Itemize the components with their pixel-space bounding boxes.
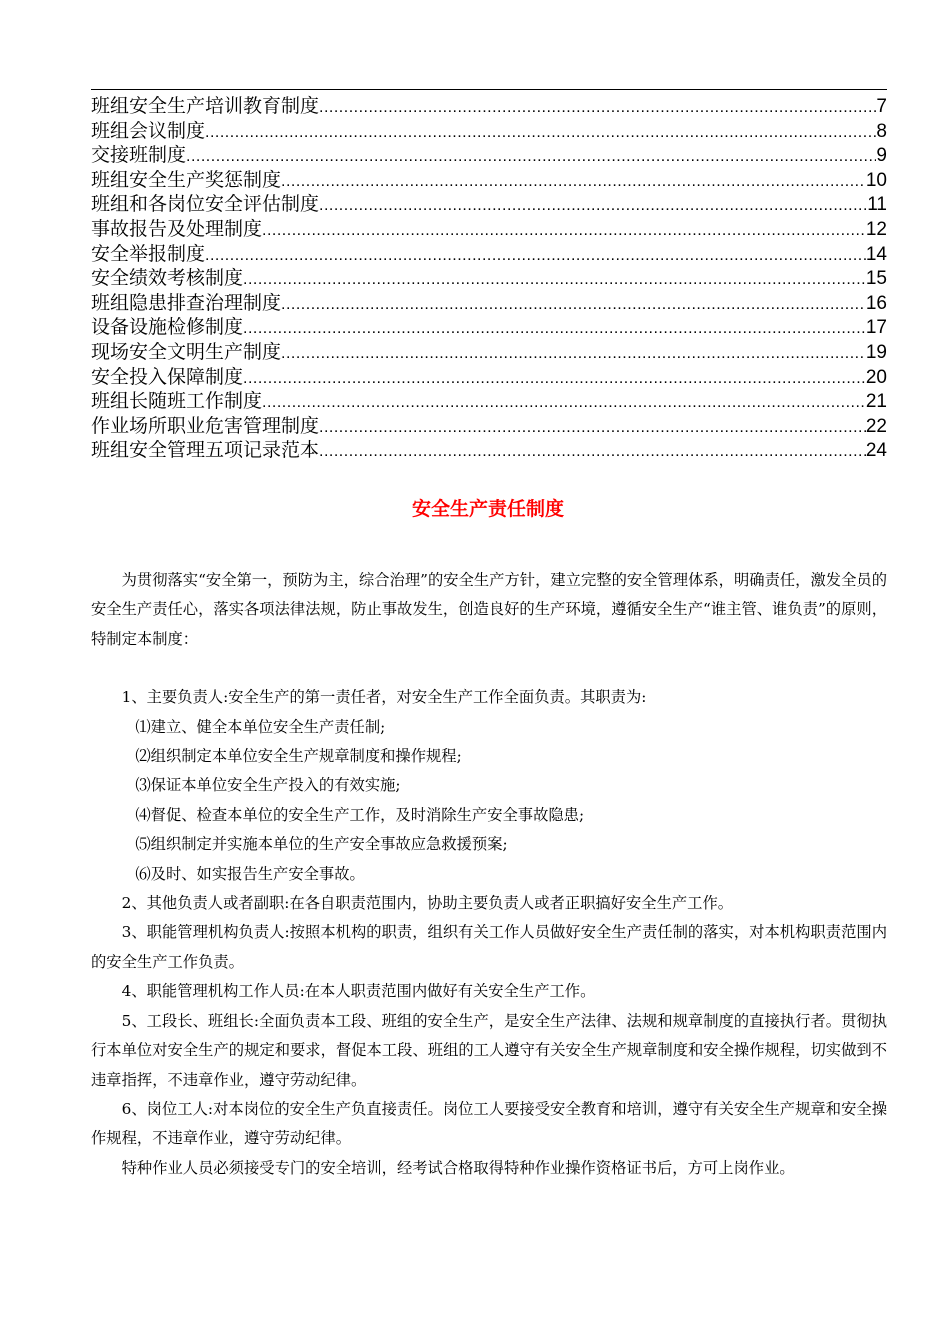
- toc-entry-title: 设备设施检修制度: [91, 316, 244, 339]
- item-6-paragraph: 6、岗位工人:对本岗位的安全生产负直接责任。岗位工人要接受安全教育和培训，遵守有关安全生产规章和安全操作规程，不违章作业，遵守劳动纪律。: [91, 1099, 887, 1148]
- toc-entry-title: 作业场所职业危害管理制度: [91, 414, 320, 437]
- duty-item: ⑵组织制定本单位安全生产规章制度和操作规程;: [135, 747, 462, 766]
- toc-leader-dots: [243, 268, 866, 291]
- toc-entry-title: 班组隐患排查治理制度: [91, 291, 282, 314]
- toc-entry[interactable]: [91, 168, 887, 193]
- duty-item: ⑷督促、检查本单位的安全生产工作，及时消除生产安全事故隐患;: [135, 805, 585, 824]
- toc-leader-dots: [281, 342, 866, 365]
- toc-entry[interactable]: [91, 143, 887, 168]
- toc-entry-title: 现场安全文明生产制度: [91, 340, 282, 363]
- toc-leader-dots: [319, 194, 867, 217]
- toc-entry[interactable]: [91, 242, 887, 267]
- duty-item: ⑴建立、健全本单位安全生产责任制;: [135, 717, 386, 736]
- toc-entry-page: 15: [865, 268, 887, 290]
- intro-paragraph: 为贯彻落实“安全第一，预防为主，综合治理”的安全生产方针，建立完整的安全管理体系，明确责任，激发全员的安全生产责任心，落实各项法律法规，防止事故发生，创造良好的生产环境，遵循安全生产“谁主管、谁负责”的原则，特制定本制度：: [91, 571, 887, 648]
- toc-entry-title: 班组安全生产奖惩制度: [91, 168, 282, 191]
- toc-entry-page: 21: [865, 391, 887, 413]
- toc-entry[interactable]: [91, 315, 887, 340]
- toc-entry-title: 班组和各岗位安全评估制度: [91, 193, 320, 216]
- toc-leader-dots: [205, 244, 866, 267]
- toc-entry[interactable]: [91, 291, 887, 316]
- toc-entry-page: 9: [876, 145, 887, 167]
- toc-leader-dots: [243, 317, 866, 340]
- duty-item: ⑶保证本单位安全生产投入的有效实施;: [135, 776, 401, 795]
- toc-entry-title: 交接班制度: [91, 144, 187, 167]
- toc-entry[interactable]: [91, 365, 887, 390]
- toc-entry-title: 班组安全管理五项记录范本: [91, 439, 320, 462]
- toc-entry-page: 22: [865, 415, 887, 437]
- toc-entry[interactable]: [91, 94, 887, 119]
- toc-entry[interactable]: [91, 340, 887, 365]
- header-rule: [91, 89, 887, 90]
- toc-entry-page: 17: [865, 317, 887, 339]
- toc-entry-page: 19: [865, 341, 887, 363]
- toc-entry-title: 班组会议制度: [91, 119, 206, 142]
- toc-leader-dots: [319, 416, 866, 439]
- toc-leader-dots: [262, 219, 866, 242]
- duty-item: ⑹及时、如实报告生产安全事故。: [135, 864, 365, 883]
- toc-entry-title: 安全绩效考核制度: [91, 267, 244, 290]
- toc-entry[interactable]: [91, 414, 887, 439]
- toc-entry[interactable]: [91, 389, 887, 414]
- toc-entry-page: 11: [867, 194, 887, 216]
- toc-entry[interactable]: [91, 217, 887, 242]
- toc-entry[interactable]: [91, 266, 887, 291]
- toc-entry-title: 班组长随班工作制度: [91, 390, 263, 413]
- section-title: 安全生产责任制度: [411, 498, 564, 520]
- toc-leader-dots: [281, 293, 866, 316]
- item-1-paragraph: 1、主要负责人:安全生产的第一责任者，对安全生产工作全面负责。其职责为:: [121, 688, 647, 707]
- toc-leader-dots: [186, 145, 876, 168]
- toc-entry-title: 安全举报制度: [91, 242, 206, 265]
- toc-entry-title: 班组安全生产培训教育制度: [91, 95, 320, 117]
- item-5-paragraph: 5、工段长、班组长:全面负责本工段、班组的安全生产，是安全生产法律、法规和规章制度的直接执行者。贯彻执行本单位对安全生产的规定和要求，督促本工段、班组的工人遵守有关安全生产规章制度和安全操作规程，切实做到不违章指挥，不违章作业，遵守劳动纪律。: [91, 1011, 887, 1089]
- item-2-paragraph: 2、其他负责人或者副职:在各自职责范围内，协助主要负责人或者正职搞好安全生产工作。: [121, 894, 734, 913]
- toc-entry-page: 8: [876, 120, 887, 142]
- toc-entry-title: 安全投入保障制度: [91, 365, 244, 388]
- toc-leader-dots: [319, 96, 876, 119]
- toc-entry-page: 20: [865, 366, 887, 388]
- toc-leader-dots: [243, 367, 866, 390]
- toc-leader-dots: [262, 391, 866, 414]
- toc-entry[interactable]: [91, 192, 887, 217]
- toc-entry[interactable]: [91, 438, 887, 463]
- item-3-paragraph: 3、职能管理机构负责人:按照本机构的职责，组织有关工作人员做好安全生产责任制的落实，对本机构职责范围内的安全生产工作负责。: [91, 923, 887, 971]
- toc-entry-page: 12: [865, 218, 887, 240]
- item-4-paragraph: 4、职能管理机构工作人员:在本人职责范围内做好有关安全生产工作。: [121, 982, 596, 1001]
- toc-entry-page: 16: [865, 292, 887, 314]
- toc-entry-page: 10: [865, 169, 887, 191]
- toc-leader-dots: [319, 440, 866, 463]
- toc-entry-page: 24: [865, 440, 887, 462]
- toc-entry-title: 事故报告及处理制度: [91, 217, 263, 240]
- toc-entry-page: 7: [876, 96, 887, 117]
- body-text: [91, 566, 887, 1183]
- toc-leader-dots: [205, 121, 876, 144]
- table-of-contents: [91, 94, 887, 463]
- toc-leader-dots: [281, 170, 866, 193]
- toc-entry[interactable]: [91, 119, 887, 144]
- toc-entry-page: 14: [865, 243, 887, 265]
- duty-item: ⑸组织制定并实施本单位的生产安全事故应急救援预案;: [135, 835, 508, 854]
- special-operations-paragraph: 特种作业人员必须接受专门的安全培训，经考试合格取得特种作业操作资格证书后，方可上岗作业。: [121, 1158, 795, 1177]
